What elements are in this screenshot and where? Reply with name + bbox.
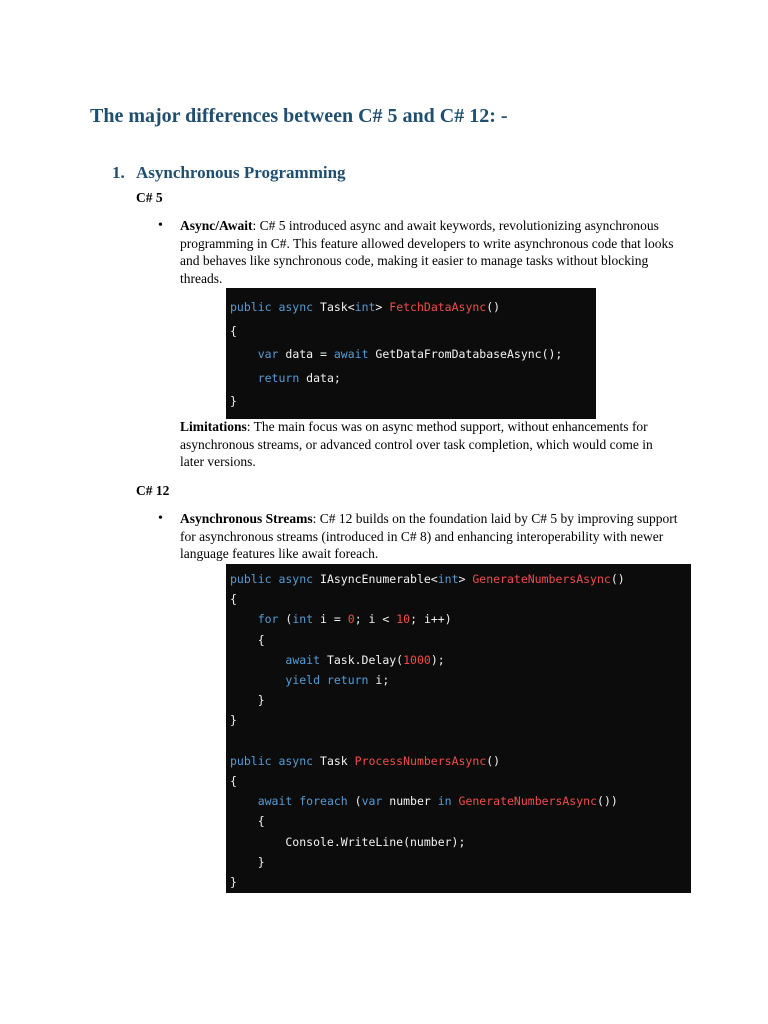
code-token: ; i++) bbox=[410, 612, 452, 627]
code-token: { bbox=[230, 323, 237, 338]
code-token: } bbox=[230, 854, 265, 869]
code-token bbox=[230, 653, 285, 667]
code-line bbox=[230, 394, 237, 408]
code-token: int bbox=[354, 300, 376, 314]
bullet-icon: • bbox=[158, 511, 163, 526]
code-token: number bbox=[389, 794, 438, 809]
section-number: 1. bbox=[112, 163, 125, 182]
code-token: ); bbox=[430, 652, 445, 667]
csharp5-heading: C# 5 bbox=[136, 190, 163, 205]
code-token: IAsyncEnumerable< bbox=[320, 572, 438, 586]
code-token: var bbox=[361, 794, 390, 809]
code-token: ()) bbox=[597, 794, 618, 809]
code-token bbox=[230, 612, 258, 626]
code-token: ; i < bbox=[354, 612, 397, 627]
code-token: await foreach bbox=[257, 794, 355, 809]
code-token: 1000 bbox=[403, 652, 431, 667]
code-token: { bbox=[230, 592, 237, 607]
limitations-term: Limitations bbox=[180, 419, 247, 434]
code-line bbox=[230, 754, 500, 768]
code-token: Task< bbox=[320, 300, 355, 314]
code-token: int bbox=[292, 612, 321, 627]
code-token: FetchDataAsync bbox=[389, 300, 487, 314]
code-token: data = bbox=[285, 347, 334, 362]
code-token: GenerateNumbersAsync bbox=[472, 572, 611, 586]
code-line bbox=[230, 324, 237, 338]
code-token: Task.Delay( bbox=[326, 652, 404, 667]
code-token: } bbox=[230, 713, 237, 728]
code-token: Task bbox=[320, 753, 355, 768]
code-token bbox=[230, 794, 258, 808]
code-token: public async bbox=[230, 572, 321, 586]
code-token: 10 bbox=[396, 612, 411, 627]
code-token: 0 bbox=[347, 612, 355, 627]
code-token: () bbox=[486, 300, 501, 314]
code-line bbox=[230, 855, 265, 869]
code-line bbox=[230, 875, 237, 889]
code-line bbox=[230, 300, 500, 314]
async-await-description: : C# 5 introduced async and await keywords, revolutionizing asynchronous programming in C#. This feature allowed developers to write asynchronous code that looks and behaves like synchronous code, making it easier to manage tasks without blocking threads. bbox=[180, 218, 674, 287]
code-token: } bbox=[230, 693, 265, 708]
code-token: public async bbox=[230, 300, 321, 314]
code-token: > bbox=[458, 572, 473, 586]
code-token: await bbox=[285, 652, 327, 667]
code-token bbox=[230, 347, 258, 361]
code-token: i; bbox=[375, 673, 390, 687]
code-line bbox=[230, 371, 341, 385]
code-token: GetDataFromDatabaseAsync(); bbox=[375, 347, 563, 362]
csharp12-code-block bbox=[226, 564, 691, 893]
csharp12-async-streams-paragraph bbox=[180, 510, 680, 563]
code-token: i = bbox=[320, 612, 348, 627]
code-token: var bbox=[257, 347, 286, 362]
code-line bbox=[230, 774, 237, 788]
code-line bbox=[230, 592, 237, 606]
code-token: data; bbox=[306, 370, 341, 385]
code-token: return bbox=[257, 370, 307, 385]
code-line bbox=[230, 572, 625, 586]
code-token: GenerateNumbersAsync bbox=[458, 794, 598, 809]
code-token: { bbox=[230, 814, 265, 829]
csharp5-async-await-paragraph bbox=[180, 217, 680, 288]
section-heading bbox=[112, 162, 346, 184]
code-line bbox=[230, 612, 452, 626]
csharp12-heading: C# 12 bbox=[136, 483, 170, 498]
code-line bbox=[230, 814, 265, 828]
section-title: Asynchronous Programming bbox=[136, 163, 346, 182]
code-token: { bbox=[230, 632, 265, 647]
code-token bbox=[230, 673, 285, 687]
code-token: yield return bbox=[285, 673, 376, 687]
code-token: ProcessNumbersAsync bbox=[354, 753, 487, 768]
limitations-description: : The main focus was on async method support, without enhancements for asynchronous streams, or advanced control over task completion, which would come in later versions. bbox=[180, 419, 653, 470]
code-token: in bbox=[437, 794, 459, 809]
code-line bbox=[230, 835, 465, 849]
code-line bbox=[230, 794, 618, 808]
limitations-paragraph bbox=[180, 418, 680, 471]
code-token: > bbox=[375, 300, 390, 314]
code-token: public async bbox=[230, 753, 321, 768]
csharp5-code-block bbox=[226, 288, 596, 419]
async-streams-description: : C# 12 builds on the foundation laid by C# 5 by improving support for asynchronous streams (introduced in C# 8) and enhancing interoperability with newer language features like await foreach. bbox=[180, 511, 678, 562]
code-token: () bbox=[486, 753, 501, 768]
code-line bbox=[230, 693, 265, 707]
code-token: Console.WriteLine(number); bbox=[230, 834, 466, 849]
code-line bbox=[230, 633, 265, 647]
code-line bbox=[230, 713, 237, 727]
code-token: int bbox=[437, 572, 459, 586]
code-token: { bbox=[230, 774, 237, 788]
code-token bbox=[230, 371, 258, 385]
async-streams-term: Asynchronous Streams bbox=[180, 511, 313, 526]
code-token: ( bbox=[285, 612, 293, 627]
code-line bbox=[230, 653, 445, 667]
page-title: The major differences between C# 5 and C# 12: - bbox=[90, 105, 508, 127]
code-token: } bbox=[230, 875, 237, 889]
code-token: () bbox=[610, 572, 625, 586]
bullet-icon: • bbox=[158, 218, 163, 233]
code-token: for bbox=[257, 612, 286, 627]
async-await-term: Async/Await bbox=[180, 218, 253, 233]
code-line bbox=[230, 673, 389, 687]
code-line bbox=[230, 347, 562, 361]
code-token: ( bbox=[354, 794, 362, 809]
code-token: await bbox=[333, 347, 376, 362]
code-token: } bbox=[230, 394, 237, 409]
